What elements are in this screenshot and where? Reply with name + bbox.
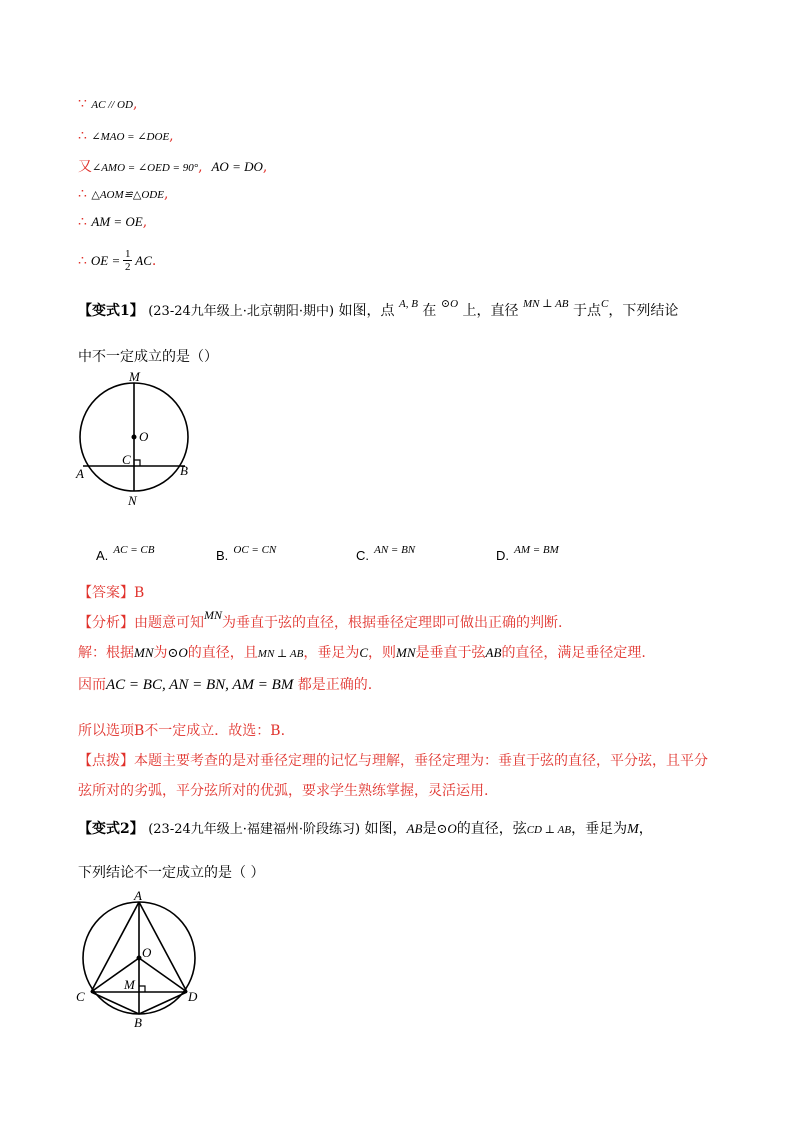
- right-angle-mark: [139, 986, 145, 992]
- question-math: ⊙O: [440, 298, 459, 310]
- variant2-question-line1: [78, 818, 653, 838]
- solution-text: 解：根据: [78, 645, 134, 661]
- question-math: CD ⊥ AB: [526, 824, 572, 836]
- solution-math: C: [359, 645, 369, 660]
- solution-math: ⊙O: [167, 645, 188, 660]
- analysis-text: 由题意可知: [134, 615, 204, 631]
- solution-math: MN: [396, 645, 416, 660]
- question-math: AB: [406, 821, 423, 836]
- question-text: 于点: [572, 303, 601, 319]
- question-math: C: [600, 298, 609, 310]
- variant2-figure: [70, 885, 210, 1035]
- fraction: [123, 248, 132, 273]
- proof-math: OE =: [90, 252, 121, 268]
- label-b: B: [134, 1015, 142, 1030]
- option-letter: C.: [356, 548, 369, 563]
- question-math: ⊙O: [436, 821, 457, 836]
- proof-line-2: [78, 128, 174, 144]
- proof-math: AC // OD: [91, 99, 133, 111]
- therefore-symbol: ∴: [78, 186, 87, 202]
- punct: ,: [169, 128, 174, 144]
- solution-line: [78, 642, 646, 662]
- therefore-line: [78, 674, 372, 694]
- analysis-line: [78, 608, 563, 632]
- proof-line-4: [78, 186, 168, 202]
- option-letter: A.: [96, 548, 109, 563]
- question-math: A, B: [399, 298, 418, 310]
- also-symbol: 又: [78, 159, 92, 175]
- solution-text: 的直径，满足垂径定理.: [501, 645, 646, 661]
- right-angle-mark: [134, 460, 140, 466]
- question-text: 的直径，弦: [456, 821, 527, 837]
- solution-text: 的直径，且: [187, 645, 258, 661]
- conclusion-line: 所以选项B不一定成立．故选：B.: [78, 723, 286, 739]
- option-text: AM = BM: [514, 544, 559, 556]
- question-text: 是: [422, 821, 437, 837]
- therefore-symbol: ∴: [78, 252, 87, 269]
- analysis-tag: 【分析】: [78, 615, 134, 631]
- solution-text: ，则: [368, 645, 397, 661]
- option-letter: B.: [216, 548, 229, 563]
- variant2-tag: 【变式2】: [78, 821, 144, 837]
- because-symbol: ∵: [78, 96, 87, 112]
- label-n: N: [128, 493, 137, 508]
- punct: ,: [163, 186, 169, 202]
- label-a: A: [76, 466, 84, 481]
- analysis-math: MN: [204, 608, 222, 622]
- punct: .: [151, 252, 157, 269]
- solution-text: ，垂足为: [303, 645, 360, 661]
- proof-line-6: [78, 248, 156, 273]
- segment-od: [139, 958, 187, 992]
- question-text: ，: [638, 821, 653, 837]
- option-text: AC = CB: [113, 544, 155, 556]
- label-m: M: [124, 977, 135, 992]
- fraction-numerator: 1: [125, 248, 131, 260]
- question-text: 如图，: [364, 821, 407, 837]
- variant1-source: (23-24九年级上·北京朝阳·期中): [148, 304, 335, 319]
- question-math: MN ⊥ AB: [522, 298, 569, 310]
- therefore-math: AC = BC, AN = BN, AM = BM: [106, 677, 294, 693]
- label-c: C: [122, 452, 131, 467]
- label-o: O: [139, 429, 149, 444]
- segment-cb: [91, 992, 139, 1014]
- proof-math: AO = DO: [211, 159, 263, 174]
- proof-math: AC: [135, 252, 152, 268]
- proof-line-5: [78, 214, 147, 230]
- tips-line-2: 弦所对的劣弧，平分弦所对的优弧，要求学生熟练掌握，灵活运用.: [78, 783, 489, 799]
- variant1-figure: [70, 365, 210, 515]
- solution-math: AB: [485, 645, 502, 660]
- analysis-text: 为垂直于弦的直径，根据垂径定理即可做出正确的判断.: [222, 615, 563, 631]
- center-dot: [132, 435, 137, 440]
- punct: ,: [262, 159, 268, 175]
- proof-line-3: 又∠AMO = ∠OED = 90°, AO = DO,: [78, 159, 268, 175]
- question-text: 如图，点: [338, 303, 395, 319]
- center-dot: [137, 956, 142, 961]
- label-b: B: [180, 463, 188, 478]
- proof-math: ∠AMO = ∠OED = 90°: [92, 162, 199, 174]
- punct: ,: [132, 96, 138, 112]
- label-c: C: [76, 989, 85, 1004]
- label-o: O: [142, 945, 152, 960]
- therefore-symbol: ∴: [78, 214, 87, 230]
- option-a[interactable]: [96, 538, 155, 563]
- variant1-question-line1: [78, 300, 678, 320]
- option-letter: D.: [496, 548, 509, 563]
- answer-label: 【答案】B: [78, 585, 145, 601]
- option-d[interactable]: [496, 538, 559, 563]
- tips-tag: 【点拨】: [78, 753, 134, 769]
- proof-math: AM = OE: [91, 214, 143, 229]
- question-text: 上，直径: [462, 303, 519, 319]
- option-b[interactable]: [216, 538, 277, 563]
- question-text: ，下列结论: [608, 303, 679, 319]
- punct: ,: [142, 214, 148, 230]
- label-d: D: [188, 989, 198, 1004]
- therefore-text: 都是正确的.: [297, 677, 373, 693]
- label-a: A: [134, 888, 142, 903]
- segment-db: [139, 992, 187, 1014]
- option-c[interactable]: [356, 538, 416, 563]
- question-text: ，垂足为: [571, 821, 628, 837]
- fraction-denominator: 2: [125, 261, 131, 273]
- question-text: 在: [422, 303, 437, 319]
- solution-math: MN ⊥ AB: [257, 648, 304, 660]
- proof-line-1: [78, 96, 137, 112]
- solution-math: MN: [134, 645, 154, 660]
- variant1-question-line2: 中不一定成立的是（）: [78, 349, 218, 365]
- tips-text: 本题主要考查的是对垂径定理的记忆与理解，垂径定理为：垂直于弦的直径，平分弦，且平分: [134, 753, 708, 769]
- label-m: M: [129, 369, 140, 384]
- therefore-text: 因而: [78, 677, 106, 693]
- variant1-tag: 【变式1】: [78, 303, 144, 319]
- solution-text: 为: [153, 645, 168, 661]
- proof-math: ∠MAO = ∠DOE: [91, 131, 170, 143]
- solution-text: 是垂直于弦: [415, 645, 486, 661]
- question-math: M: [627, 822, 639, 837]
- option-text: OC = CN: [233, 544, 277, 556]
- variant2-question-line2: 下列结论不一定成立的是（ ）: [78, 865, 265, 881]
- tips-line-1: [78, 750, 708, 770]
- therefore-symbol: ∴: [78, 128, 87, 144]
- variant2-source: (23-24九年级上·福建福州·阶段练习): [148, 822, 361, 837]
- option-text: AN = BN: [374, 544, 416, 556]
- proof-math: △AOM≌△ODE: [91, 189, 164, 201]
